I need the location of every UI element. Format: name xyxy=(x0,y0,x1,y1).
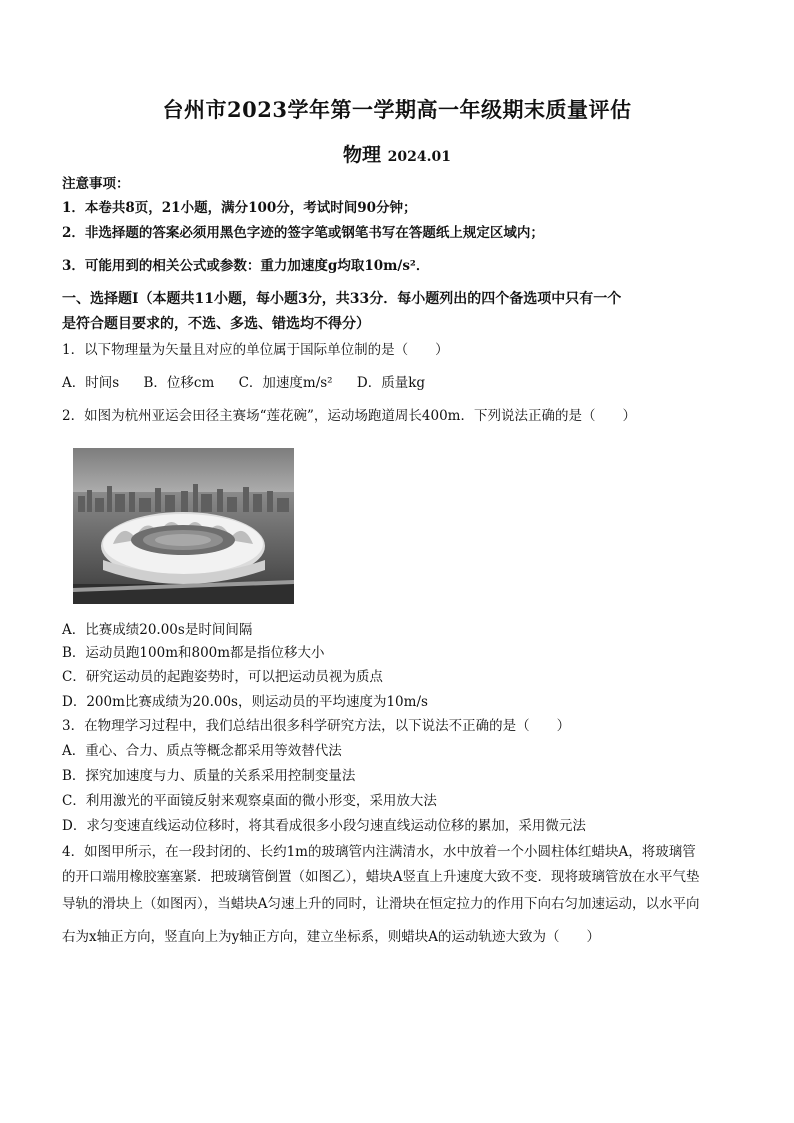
option: D．求匀变速直线运动位移时，将其看成很多小段匀速直线运动位移的累加，采用微元法 xyxy=(62,818,586,834)
notice-item: 2．非选择题的答案必须用黑色字迹的签字笔或钢笔书写在答题纸上规定区域内； xyxy=(62,225,544,241)
option: C．研究运动员的起跑姿势时，可以把运动员视为质点 xyxy=(62,669,383,685)
option: A．时间s xyxy=(62,375,120,391)
notice-heading: 注意事项： xyxy=(62,176,130,192)
exam-subtitle xyxy=(0,140,794,167)
option: C．加速度m/s² xyxy=(238,375,333,391)
question-stem: 3．在物理学习过程中，我们总结出很多科学研究方法，以下说法不正确的是（ ） xyxy=(62,718,571,734)
option: A．重心、合力、质点等概念都采用等效替代法 xyxy=(62,743,342,759)
exam-title: 台州市2023学年第一学期高一年级期末质量评估 xyxy=(162,97,632,122)
question-stem: 2．如图为杭州亚运会田径主赛场“莲花碗”，运动场跑道周长400m．下列说法正确的是（ ） xyxy=(62,408,636,424)
option: D．质量kg xyxy=(356,375,426,391)
option: A．比赛成绩20.00s是时间间隔 xyxy=(62,622,253,638)
question-stem: 1．以下物理量为矢量且对应的单位属于国际单位制的是（ ） xyxy=(62,342,449,358)
option: C．利用激光的平面镜反射来观察桌面的微小形变，采用放大法 xyxy=(62,793,437,809)
question-stem-line: 4．如图甲所示，在一段封闭的、长约1m的玻璃管内注满清水，水中放着一个小圆柱体红蜡块A，将玻璃管 xyxy=(62,844,696,860)
question-stem-line: 的开口端用橡胶塞塞紧．把玻璃管倒置（如图乙），蜡块A竖直上升速度大致不变．现将玻璃管放在水平气垫 xyxy=(62,869,700,885)
question-stem-line: 导轨的滑块上（如图丙），当蜡块A匀速上升的同时，让滑块在恒定拉力的作用下向右匀加速运动，以水平向 xyxy=(62,896,700,912)
option: B．探究加速度与力、质量的关系采用控制变量法 xyxy=(62,768,356,784)
exam-date: 2024.01 xyxy=(387,149,451,165)
section-heading-line: 是符合题目要求的，不选、多选、错选均不得分） xyxy=(62,316,370,332)
notice-item: 1．本卷共8页，21小题，满分100分，考试时间90分钟； xyxy=(62,200,417,216)
section-heading-line: 一、选择题Ⅰ（本题共11小题，每小题3分，共33分．每小题列出的四个备选项中只有一个 xyxy=(62,291,622,307)
subject-name: 物理 xyxy=(343,144,382,166)
option: B．运动员跑100m和800m都是指位移大小 xyxy=(62,645,325,661)
question-stem-line: 右为x轴正方向，竖直向上为y轴正方向，建立坐标系，则蜡块A的运动轨迹大致为（ ） xyxy=(62,929,600,945)
option: B．位移cm xyxy=(143,375,215,391)
notice-item: 3．可能用到的相关公式或参数：重力加速度g均取10m/s²． xyxy=(62,258,430,274)
option-row xyxy=(62,373,742,393)
option: D．200m比赛成绩为20.00s，则运动员的平均速度为10m/s xyxy=(62,694,428,710)
stadium-photo xyxy=(73,448,294,604)
